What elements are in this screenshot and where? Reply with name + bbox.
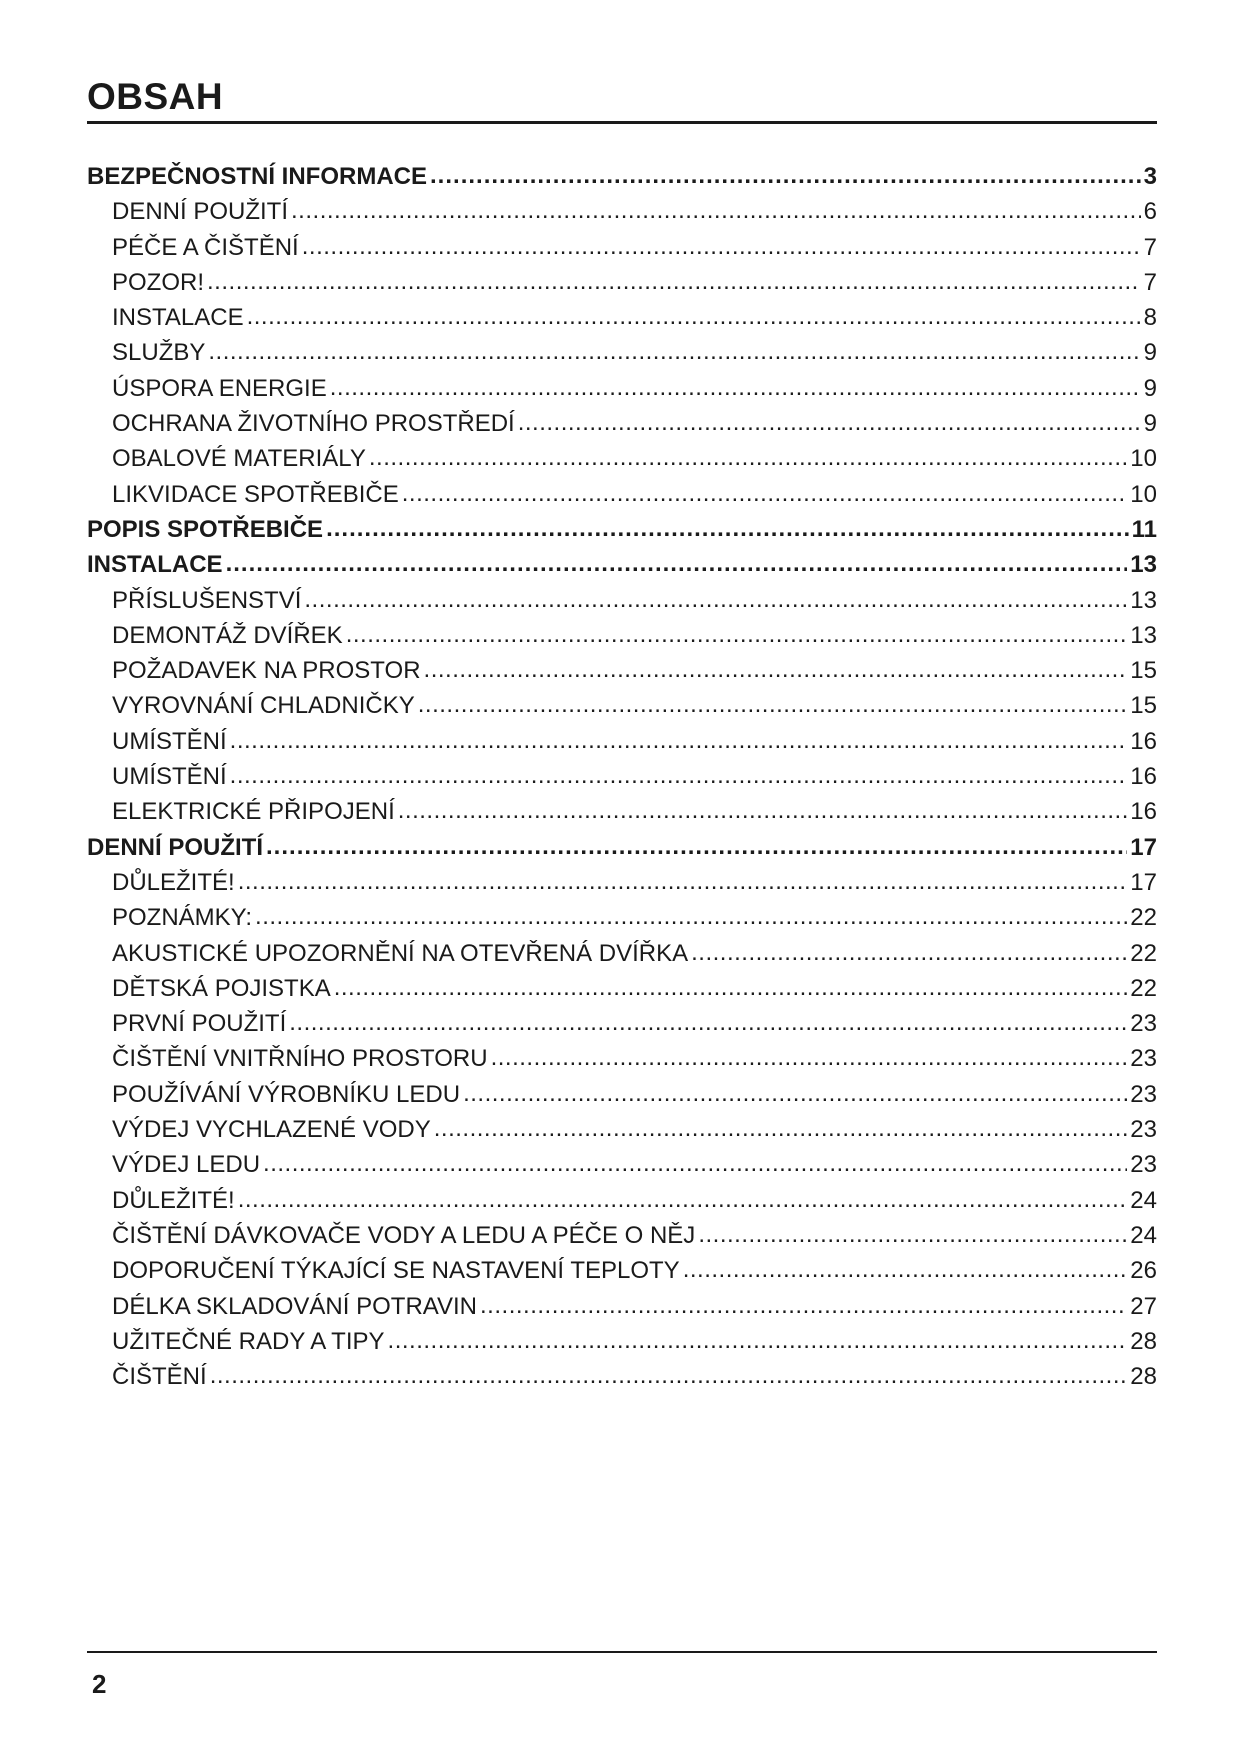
toc-entry-label: PÉČE A ČIŠTĚNÍ bbox=[112, 233, 299, 261]
toc-entry-label: VÝDEJ LEDU bbox=[112, 1151, 261, 1179]
toc-dot-leader bbox=[430, 162, 1141, 190]
toc-subsection-entry[interactable] bbox=[87, 1045, 1157, 1080]
toc-dot-leader bbox=[491, 1044, 1128, 1072]
toc-subsection-entry[interactable] bbox=[87, 269, 1157, 304]
title-divider bbox=[87, 121, 1157, 124]
toc-entry-page-number: 13 bbox=[1130, 551, 1157, 579]
toc-subsection-entry[interactable] bbox=[87, 798, 1157, 833]
toc-dot-leader bbox=[398, 797, 1128, 825]
toc-entry-page-number: 28 bbox=[1130, 1327, 1157, 1355]
toc-entry-page-number: 23 bbox=[1130, 1010, 1157, 1038]
toc-entry-label: VÝDEJ VYCHLAZENÉ VODY bbox=[112, 1116, 431, 1144]
toc-subsection-entry[interactable] bbox=[87, 481, 1157, 516]
toc-subsection-entry[interactable] bbox=[87, 975, 1157, 1010]
toc-dot-leader bbox=[480, 1292, 1127, 1320]
toc-entry-page-number: 9 bbox=[1143, 374, 1157, 402]
toc-subsection-entry[interactable] bbox=[87, 1328, 1157, 1363]
toc-dot-leader bbox=[207, 268, 1141, 296]
toc-subsection-entry[interactable] bbox=[87, 904, 1157, 939]
toc-dot-leader bbox=[369, 444, 1127, 472]
toc-entry-page-number: 9 bbox=[1143, 339, 1157, 367]
toc-subsection-entry[interactable] bbox=[87, 1081, 1157, 1116]
toc-subsection-entry[interactable] bbox=[87, 410, 1157, 445]
toc-section-entry[interactable] bbox=[87, 834, 1157, 869]
toc-dot-leader bbox=[402, 480, 1128, 508]
toc-entry-page-number: 22 bbox=[1130, 974, 1157, 1002]
toc-entry-page-number: 15 bbox=[1130, 657, 1157, 685]
toc-subsection-entry[interactable] bbox=[87, 198, 1157, 233]
toc-dot-leader bbox=[226, 550, 1128, 578]
toc-dot-leader bbox=[424, 656, 1128, 684]
page-title: OBSAH bbox=[87, 76, 224, 117]
toc-subsection-entry[interactable] bbox=[87, 339, 1157, 374]
toc-entry-page-number: 16 bbox=[1130, 763, 1157, 791]
toc-entry-page-number: 13 bbox=[1130, 586, 1157, 614]
toc-entry-label: ÚSPORA ENERGIE bbox=[112, 374, 327, 402]
toc-dot-leader bbox=[683, 1256, 1128, 1284]
toc-subsection-entry[interactable] bbox=[87, 622, 1157, 657]
toc-dot-leader bbox=[238, 1186, 1128, 1214]
toc-entry-label: OBALOVÉ MATERIÁLY bbox=[112, 445, 366, 473]
toc-entry-page-number: 3 bbox=[1143, 163, 1157, 190]
toc-entry-page-number: 24 bbox=[1130, 1186, 1157, 1214]
toc-subsection-entry[interactable] bbox=[87, 692, 1157, 727]
toc-entry-page-number: 23 bbox=[1130, 1045, 1157, 1073]
toc-entry-page-number: 23 bbox=[1130, 1116, 1157, 1144]
toc-subsection-entry[interactable] bbox=[87, 1187, 1157, 1222]
toc-entry-label: POUŽÍVÁNÍ VÝROBNÍKU LEDU bbox=[112, 1080, 461, 1108]
toc-entry-page-number: 9 bbox=[1143, 410, 1157, 438]
toc-entry-page-number: 13 bbox=[1130, 621, 1157, 649]
toc-entry-label: VYROVNÁNÍ CHLADNIČKY bbox=[112, 692, 415, 720]
toc-dot-leader bbox=[691, 939, 1127, 967]
toc-subsection-entry[interactable] bbox=[87, 234, 1157, 269]
toc-entry-label: PRVNÍ POUŽITÍ bbox=[112, 1010, 287, 1038]
toc-entry-label: POZOR! bbox=[112, 268, 205, 296]
toc-dot-leader bbox=[334, 974, 1128, 1002]
toc-entry-page-number: 15 bbox=[1130, 692, 1157, 720]
toc-dot-leader bbox=[304, 586, 1127, 614]
toc-subsection-entry[interactable] bbox=[87, 1293, 1157, 1328]
toc-entry-label: POPIS SPOTŘEBIČE bbox=[87, 515, 324, 543]
toc-dot-leader bbox=[698, 1221, 1127, 1249]
toc-dot-leader bbox=[463, 1080, 1127, 1108]
toc-subsection-entry[interactable] bbox=[87, 869, 1157, 904]
toc-entry-label: UMÍSTĚNÍ bbox=[112, 727, 227, 755]
toc-entry-label: ČIŠTĚNÍ DÁVKOVAČE VODY A LEDU A PÉČE O NĚJ bbox=[112, 1221, 696, 1249]
toc-entry-label: DÉLKA SKLADOVÁNÍ POTRAVIN bbox=[112, 1292, 478, 1320]
toc-entry-page-number: 24 bbox=[1130, 1221, 1157, 1249]
toc-entry-page-number: 26 bbox=[1130, 1257, 1157, 1285]
toc-subsection-entry[interactable] bbox=[87, 304, 1157, 339]
toc-dot-leader bbox=[238, 868, 1128, 896]
toc-entry-label: DŮLEŽITÉ! bbox=[112, 868, 235, 896]
toc-dot-leader bbox=[434, 1115, 1128, 1143]
toc-subsection-entry[interactable] bbox=[87, 445, 1157, 480]
toc-entry-page-number: 16 bbox=[1130, 798, 1157, 826]
toc-dot-leader bbox=[302, 233, 1141, 261]
toc-entry-page-number: 17 bbox=[1130, 868, 1157, 896]
toc-entry-label: UMÍSTĚNÍ bbox=[112, 763, 227, 791]
toc-section-entry[interactable] bbox=[87, 551, 1157, 586]
toc-dot-leader bbox=[210, 1362, 1128, 1390]
toc-entry-label: LIKVIDACE SPOTŘEBIČE bbox=[112, 480, 399, 508]
toc-subsection-entry[interactable] bbox=[87, 940, 1157, 975]
toc-subsection-entry[interactable] bbox=[87, 1222, 1157, 1257]
toc-dot-leader bbox=[418, 691, 1128, 719]
toc-entry-label: ELEKTRICKÉ PŘIPOJENÍ bbox=[112, 798, 395, 826]
toc-entry-page-number: 28 bbox=[1130, 1363, 1157, 1391]
toc-entry-label: ČIŠTĚNÍ VNITŘNÍHO PROSTORU bbox=[112, 1045, 488, 1073]
toc-entry-page-number: 11 bbox=[1131, 515, 1157, 543]
toc-entry-label: PŘÍSLUŠENSTVÍ bbox=[112, 586, 302, 614]
toc-dot-leader bbox=[388, 1327, 1128, 1355]
toc-dot-leader bbox=[518, 409, 1141, 437]
toc-dot-leader bbox=[289, 1009, 1127, 1037]
toc-entry-page-number: 27 bbox=[1130, 1292, 1157, 1320]
toc-dot-leader bbox=[291, 197, 1141, 225]
toc-entry-label: OCHRANA ŽIVOTNÍHO PROSTŘEDÍ bbox=[112, 410, 515, 438]
toc-dot-leader bbox=[255, 903, 1127, 931]
toc-entry-label: DENNÍ POUŽITÍ bbox=[87, 833, 264, 861]
toc-entry-label: DEMONTÁŽ DVÍŘEK bbox=[112, 621, 343, 649]
table-of-contents bbox=[87, 163, 1157, 1398]
toc-subsection-entry[interactable] bbox=[87, 1151, 1157, 1186]
toc-entry-page-number: 10 bbox=[1130, 480, 1157, 508]
toc-subsection-entry[interactable] bbox=[87, 728, 1157, 763]
toc-subsection-entry[interactable] bbox=[87, 1363, 1157, 1398]
toc-dot-leader bbox=[326, 515, 1129, 543]
toc-entry-label: POŽADAVEK NA PROSTOR bbox=[112, 657, 421, 685]
toc-entry-page-number: 22 bbox=[1130, 939, 1157, 967]
toc-dot-leader bbox=[230, 727, 1128, 755]
toc-entry-label: DĚTSKÁ POJISTKA bbox=[112, 974, 331, 1002]
toc-dot-leader bbox=[263, 1150, 1127, 1178]
toc-entry-label: DOPORUČENÍ TÝKAJÍCÍ SE NASTAVENÍ TEPLOTY bbox=[112, 1257, 680, 1285]
toc-entry-page-number: 17 bbox=[1130, 833, 1157, 861]
toc-entry-page-number: 6 bbox=[1143, 198, 1157, 226]
toc-entry-page-number: 22 bbox=[1130, 904, 1157, 932]
toc-section-entry[interactable] bbox=[87, 516, 1157, 551]
toc-entry-page-number: 16 bbox=[1130, 727, 1157, 755]
toc-section-entry[interactable] bbox=[87, 163, 1157, 198]
toc-dot-leader bbox=[230, 762, 1128, 790]
toc-entry-label: INSTALACE bbox=[87, 551, 223, 579]
toc-subsection-entry[interactable] bbox=[87, 1010, 1157, 1045]
toc-entry-page-number: 23 bbox=[1130, 1151, 1157, 1179]
toc-dot-leader bbox=[247, 303, 1141, 331]
toc-dot-leader bbox=[346, 621, 1128, 649]
toc-dot-leader bbox=[208, 338, 1140, 366]
toc-entry-label: AKUSTICKÉ UPOZORNĚNÍ NA OTEVŘENÁ DVÍŘKA bbox=[112, 939, 689, 967]
toc-entry-label: ČIŠTĚNÍ bbox=[112, 1363, 207, 1391]
toc-entry-label: DENNÍ POUŽITÍ bbox=[112, 198, 289, 226]
toc-subsection-entry[interactable] bbox=[87, 375, 1157, 410]
toc-subsection-entry[interactable] bbox=[87, 1116, 1157, 1151]
toc-entry-label: INSTALACE bbox=[112, 304, 244, 332]
toc-entry-label: POZNÁMKY: bbox=[112, 904, 253, 932]
toc-entry-page-number: 7 bbox=[1143, 268, 1157, 296]
toc-entry-page-number: 8 bbox=[1143, 304, 1157, 332]
toc-entry-page-number: 10 bbox=[1130, 445, 1157, 473]
toc-entry-label: DŮLEŽITÉ! bbox=[112, 1186, 235, 1214]
toc-entry-label: SLUŽBY bbox=[112, 339, 206, 367]
toc-dot-leader bbox=[266, 833, 1127, 861]
toc-entry-page-number: 7 bbox=[1143, 233, 1157, 261]
toc-subsection-entry[interactable] bbox=[87, 587, 1157, 622]
toc-entry-label: BEZPEČNOSTNÍ INFORMACE bbox=[87, 163, 428, 190]
toc-entry-page-number: 23 bbox=[1130, 1080, 1157, 1108]
toc-subsection-entry[interactable] bbox=[87, 657, 1157, 692]
toc-entry-label: UŽITEČNÉ RADY A TIPY bbox=[112, 1327, 385, 1355]
page-number: 2 bbox=[92, 1669, 107, 1699]
toc-dot-leader bbox=[330, 374, 1141, 402]
toc-subsection-entry[interactable] bbox=[87, 763, 1157, 798]
footer-divider bbox=[87, 1651, 1157, 1653]
toc-subsection-entry[interactable] bbox=[87, 1257, 1157, 1292]
